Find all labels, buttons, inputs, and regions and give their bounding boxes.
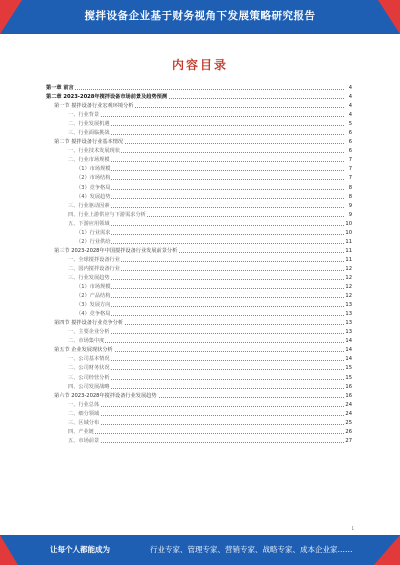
toc-leader-dots — [80, 234, 344, 235]
toc-entry[interactable] — [46, 247, 352, 256]
report-title: 搅拌设备企业基于财务视角下发展策略研究报告 — [84, 10, 316, 22]
toc-leader-dots — [72, 369, 344, 370]
toc-entry-label: （2）市场结构 — [76, 175, 111, 182]
header-right-accent — [378, 0, 400, 34]
footer-slogan-left: 让每个人都能成为 — [50, 545, 110, 554]
toc-entry[interactable] — [46, 238, 352, 247]
toc-entry-label: 一、行业总体 — [68, 401, 100, 408]
footer-left-accent — [0, 535, 18, 565]
toc-leader-dots — [80, 170, 344, 171]
toc-entry[interactable] — [46, 337, 352, 346]
toc-entry-page: 10 — [345, 229, 352, 236]
toc-entry-label: 一、主要企业分析 — [68, 329, 110, 336]
toc-entry-label: 第一节 搅拌设备行业宏观环境分析 — [54, 103, 134, 110]
toc-entry-label: 第五节 企业发展现状分析 — [54, 347, 113, 354]
toc-entry-label: 二、行业市场规模 — [68, 157, 110, 164]
toc-entry-page: 24 — [345, 410, 352, 417]
toc-leader-dots — [72, 433, 344, 434]
toc-entry-label: 二、国内搅拌设备行业 — [68, 265, 120, 272]
toc-entry[interactable] — [46, 147, 352, 156]
toc-entry[interactable] — [46, 437, 352, 446]
toc-entry-label: 第三节 2023-2028年中国搅拌设备行业发展前景分析 — [54, 247, 178, 254]
toc-entry-page: 4 — [344, 111, 352, 120]
page-header — [0, 0, 400, 34]
toc-leader-dots — [72, 424, 344, 425]
toc-entry-label: 二、细分领域 — [68, 410, 100, 417]
toc-entry-page: 27 — [345, 437, 352, 444]
toc-entry-label: 第六节 2023-2028年搅拌设备行业发展趋势 — [54, 392, 157, 399]
toc-leader-dots — [72, 161, 344, 162]
toc-entry-label: 三、行业驱动因素 — [68, 202, 110, 209]
toc-entry-label: （1）行业需求 — [76, 229, 111, 236]
toc-entry[interactable] — [46, 184, 352, 193]
toc-entry[interactable] — [46, 202, 352, 211]
toc-entry-page: 12 — [345, 284, 352, 291]
toc-leader-dots — [72, 379, 344, 380]
toc-entry-label: （4）发展趋势 — [76, 193, 111, 200]
toc-leader-dots — [80, 243, 344, 244]
toc-entry-page: 6 — [344, 147, 352, 156]
toc-entry-page: 7 — [344, 165, 352, 174]
toc-entry-label: 五、下游应用领域 — [68, 220, 110, 227]
toc-leader-dots — [80, 189, 344, 190]
toc-entry[interactable] — [46, 84, 352, 93]
toc-entry-page: 24 — [345, 401, 352, 408]
toc-entry-label: 第一章 前言 — [46, 85, 74, 91]
toc-entry-page: 4 — [344, 102, 352, 111]
toc-entry[interactable] — [46, 383, 352, 392]
toc-entry-page: 8 — [344, 184, 352, 193]
table-of-contents — [46, 84, 352, 446]
toc-entry[interactable] — [46, 211, 352, 220]
toc-leader-dots — [72, 116, 344, 117]
toc-entry-page: 25 — [345, 419, 352, 426]
toc-entry-page: 15 — [345, 365, 352, 372]
toc-entry[interactable] — [46, 102, 352, 111]
toc-entry-label: 三、公司经营分析 — [68, 374, 110, 381]
toc-entry[interactable] — [46, 174, 352, 183]
toc-leader-dots — [72, 207, 344, 208]
toc-entry-label: 第二节 搅拌设备行业基本情况 — [54, 139, 124, 146]
toc-entry[interactable] — [46, 274, 352, 283]
footer-slogan-right: 行业专家、管理专家、营销专家、战略专家、成本企业家…… — [150, 545, 353, 554]
toc-entry-label: 五、市场前景 — [68, 437, 100, 444]
toc-entry[interactable] — [46, 401, 352, 410]
toc-entry-page: 5 — [344, 120, 352, 129]
toc-entry-label: （2）产品结构 — [76, 293, 111, 300]
toc-entry-label: 三、行业面临挑战 — [68, 130, 110, 137]
toc-entry-label: （1）市场规模 — [76, 284, 111, 291]
toc-leader-dots — [72, 125, 344, 126]
toc-entry-label: 四、行业上游供应与下游需求分析 — [68, 211, 146, 218]
toc-leader-dots — [72, 279, 344, 280]
toc-entry-label: 三、区域分布 — [68, 419, 100, 426]
toc-entry-label: 二、市场集中度 — [68, 338, 105, 345]
toc-leader-dots — [80, 198, 344, 199]
toc-leader-dots — [50, 89, 344, 90]
toc-entry[interactable] — [46, 319, 352, 328]
toc-leader-dots — [80, 297, 344, 298]
toc-entry-page: 10 — [345, 220, 352, 227]
toc-entry[interactable] — [46, 193, 352, 202]
toc-entry[interactable] — [46, 292, 352, 301]
toc-entry-page: 14 — [345, 356, 352, 363]
toc-entry-page: 12 — [345, 274, 352, 281]
toc-entry[interactable] — [46, 138, 352, 147]
toc-entry-label: 第四节 搅拌设备行业竞争分析 — [54, 320, 124, 327]
toc-entry-page: 13 — [345, 320, 352, 327]
toc-entry[interactable] — [46, 220, 352, 229]
toc-entry[interactable] — [46, 93, 352, 102]
toc-entry-page: 7 — [344, 156, 352, 165]
toc-entry[interactable] — [46, 129, 352, 138]
toc-entry-label: （2）行业供给 — [76, 238, 111, 245]
toc-entry[interactable] — [46, 265, 352, 274]
toc-entry-page: 14 — [345, 338, 352, 345]
toc-entry-label: 一、行业背景 — [68, 112, 100, 119]
toc-leader-dots — [72, 406, 344, 407]
toc-entry-label: 二、行业发展机遇 — [68, 121, 110, 128]
toc-entry[interactable] — [46, 301, 352, 310]
toc-entry-page: 4 — [344, 93, 352, 102]
toc-entry-label: 一、全球搅拌设备行业 — [68, 256, 120, 263]
toc-leader-dots — [72, 342, 344, 343]
toc-entry-page: 7 — [344, 174, 352, 183]
toc-entry[interactable] — [46, 111, 352, 120]
toc-leader-dots — [80, 315, 344, 316]
toc-entry-page: 12 — [345, 265, 352, 272]
toc-entry-page: 13 — [345, 311, 352, 318]
toc-entry-label: 三、行业发展趋势 — [68, 274, 110, 281]
page-number: 1 — [351, 526, 354, 531]
page-footer — [0, 535, 400, 565]
toc-entry-page: 4 — [344, 84, 352, 93]
toc-leader-dots — [80, 288, 344, 289]
toc-leader-dots — [72, 442, 344, 443]
toc-entry[interactable] — [46, 310, 352, 319]
toc-entry[interactable] — [46, 165, 352, 174]
toc-entry-page: 26 — [345, 428, 352, 435]
toc-leader-dots — [72, 225, 344, 226]
toc-entry-label: （1）市场规模 — [76, 166, 111, 173]
toc-entry[interactable] — [46, 346, 352, 355]
toc-entry-label: 一、公司基本情况 — [68, 356, 110, 363]
toc-heading: 内容目录 — [171, 58, 228, 72]
toc-entry-page: 16 — [345, 383, 352, 390]
toc-entry[interactable] — [46, 374, 352, 383]
toc-entry-page: 12 — [345, 293, 352, 300]
toc-entry-page: 11 — [345, 247, 352, 254]
toc-entry-label: 四、公司发展战略 — [68, 383, 110, 390]
toc-entry-label: 二、公司财务状况 — [68, 365, 110, 372]
toc-entry[interactable] — [46, 156, 352, 165]
toc-entry[interactable] — [46, 229, 352, 238]
toc-entry[interactable] — [46, 283, 352, 292]
toc-entry-page: 15 — [345, 374, 352, 381]
toc-leader-dots — [80, 306, 344, 307]
toc-entry[interactable] — [46, 410, 352, 419]
toc-entry-label: （3）发展方向 — [76, 302, 111, 309]
toc-leader-dots — [72, 388, 344, 389]
toc-entry[interactable] — [46, 256, 352, 265]
toc-entry[interactable] — [46, 120, 352, 129]
toc-entry[interactable] — [46, 355, 352, 364]
toc-entry-page: 6 — [344, 138, 352, 147]
toc-entry-page: 9 — [344, 211, 352, 220]
toc-entry-page: 13 — [345, 329, 352, 336]
toc-entry-page: 16 — [345, 392, 352, 399]
toc-entry[interactable] — [46, 419, 352, 428]
footer-right-accent — [374, 535, 400, 565]
toc-entry-label: （4）竞争格局 — [76, 311, 111, 318]
toc-leader-dots — [80, 179, 344, 180]
toc-leader-dots — [72, 134, 344, 135]
toc-entry-page: 14 — [345, 347, 352, 354]
toc-entry-page: 11 — [345, 256, 352, 263]
toc-entry-label: 一、行业技术发展现状 — [68, 148, 120, 155]
toc-entry[interactable] — [46, 328, 352, 337]
toc-entry-page: 9 — [344, 202, 352, 211]
toc-entry[interactable] — [46, 392, 352, 401]
toc-entry[interactable] — [46, 428, 352, 437]
header-left-accent — [0, 0, 22, 34]
toc-entry-label: 四、产业链 — [68, 428, 94, 435]
toc-entry[interactable] — [46, 364, 352, 373]
toc-entry-page: 13 — [345, 302, 352, 309]
toc-entry-page: 8 — [344, 193, 352, 202]
toc-entry-page: 11 — [345, 238, 352, 245]
toc-leader-dots — [72, 415, 344, 416]
toc-leader-dots — [72, 333, 344, 334]
toc-entry-label: （3）竞争格局 — [76, 184, 111, 191]
toc-leader-dots — [72, 360, 344, 361]
toc-entry-page: 6 — [344, 129, 352, 138]
toc-entry-label: 第二章 2023-2028年搅拌设备市场前景及趋势预测 — [46, 94, 168, 101]
